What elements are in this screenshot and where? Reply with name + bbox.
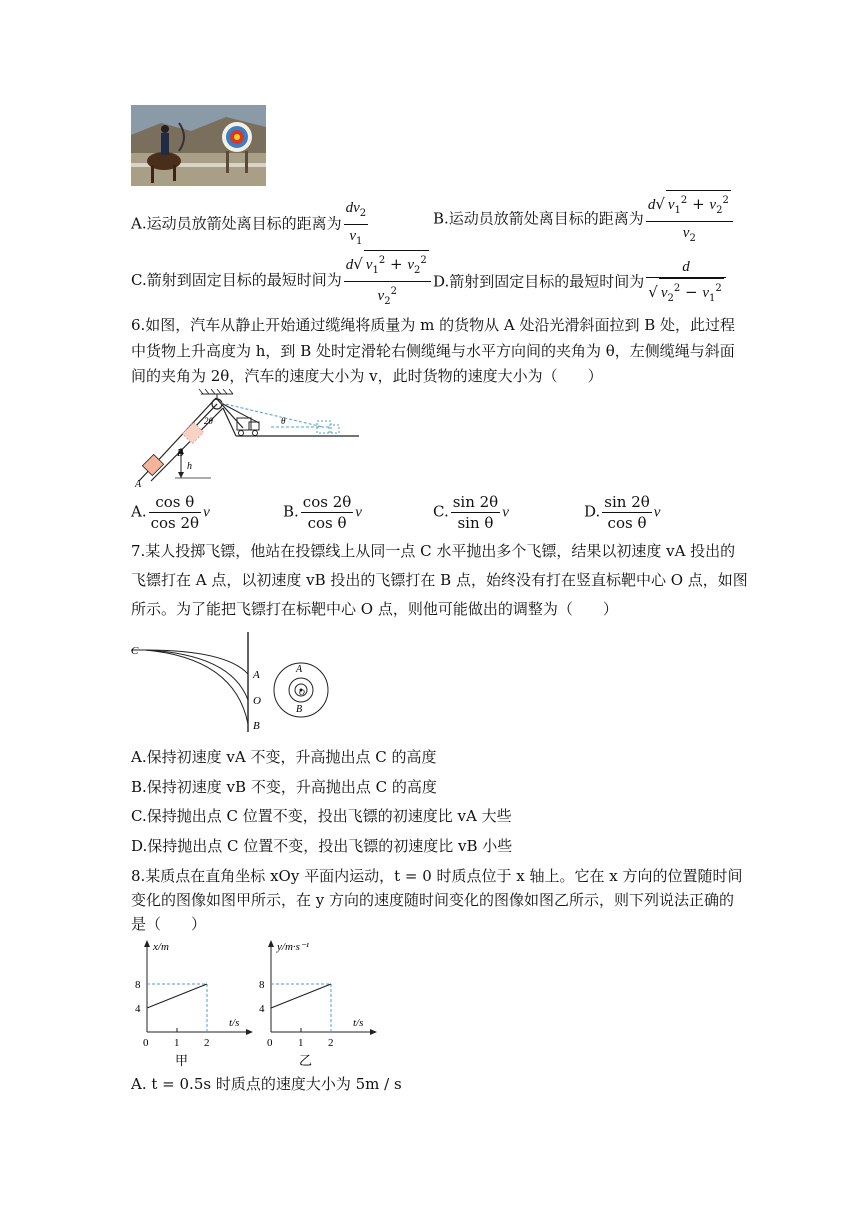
q7-text-line2: 飞镖打在 A 点，以初速度 vB 投出的飞镖打在 B 点，始终没有打在竖直标靶中心 O 点，如图 xyxy=(131,571,748,589)
dartboard-figure xyxy=(268,652,338,724)
chart-yi-xlabel: t/s xyxy=(353,1017,364,1029)
chart-yi-ylabel: y/m·s⁻¹ xyxy=(277,941,310,953)
q7-text-line3: 所示。为了能把飞镖打在标靶中心 O 点，则他可能做出的调整为（ ） xyxy=(131,600,618,618)
fig7-label-b: B xyxy=(253,720,260,732)
chart-jia-caption: 甲 xyxy=(175,1053,189,1068)
fig7-label-o: O xyxy=(253,695,261,707)
fig7-label-a: A xyxy=(253,669,260,681)
q5-option-b: B.运动员放箭处离目标的距离为 $\frac{d√ v_1^2 + v_2^2}{v_2}$ xyxy=(433,190,735,249)
board-label-o: O xyxy=(299,688,305,697)
chart-yi-xtick-1: 1 xyxy=(298,1037,304,1049)
q5-option-d: D.箭射到固定目标的最短时间为 $\frac{d}{√ v_2^2 - v_1^2}$ xyxy=(433,256,728,309)
chart-jia-series-line xyxy=(147,984,207,1008)
fig6-label-2theta: 2θ xyxy=(204,416,213,426)
q5-option-a: A.运动员放箭处离目标的距离为 $\frac{dv_2}{v_1}$ xyxy=(131,197,370,252)
q7-text-line1: 7.某人投掷飞镖，他站在投镖线上从同一点 C 水平抛出多个飞镖，结果以初速度 vA 投出的 xyxy=(131,542,736,560)
chart-yi-ytick-8: 8 xyxy=(259,979,265,991)
q7-option-b: B.保持初速度 vB 不变，升高抛出点 C 的高度 xyxy=(131,778,437,796)
board-label-a: A xyxy=(296,664,303,675)
archer-photo xyxy=(131,105,266,186)
q8-option-a: A. t = 0.5s 时质点的速度大小为 5m / s xyxy=(131,1075,402,1093)
chart-jia-xlabel: t/s xyxy=(229,1017,240,1029)
chart-jia-xtick-1: 1 xyxy=(174,1037,180,1049)
q7-option-d: D.保持抛出点 C 位置不变，投出飞镖的初速度比 vB 小些 xyxy=(131,837,513,855)
chart-jia-ytick-8: 8 xyxy=(135,979,141,991)
q6-text-line1: 6.如图，汽车从静止开始通过缆绳将质量为 m 的货物从 A 处沿光滑斜面拉到 B 处，此过程 xyxy=(131,316,736,334)
fig6-label-a: A xyxy=(135,479,142,488)
q8-text-line1: 8.某质点在直角坐标 xOy 平面内运动，t = 0 时质点位于 x 轴上。它在 x 方向的位置随时间 xyxy=(131,867,743,885)
chart-yi-xtick-2: 2 xyxy=(328,1037,334,1049)
fig6-label-h: h xyxy=(187,461,192,472)
pulley-incline-figure xyxy=(131,388,361,488)
q6-option-c: C. $\frac{\sin 2\theta}{\text{sin θ}}$ v xyxy=(433,493,509,532)
chart-yi-caption: 乙 xyxy=(299,1053,313,1068)
q7-option-a: A.保持初速度 vA 不变，升高抛出点 C 的高度 xyxy=(131,748,437,766)
q6-option-a: A. $\frac{\text{cos θ}}{\cos 2\theta}$ v xyxy=(131,493,210,532)
fig7-label-c: C xyxy=(131,645,139,657)
chart-jia xyxy=(131,938,261,1068)
q5-option-c: C.箭射到固定目标的最短时间为 $\frac{d√ v_1^2 + v_2^2}{v_2^2}$ xyxy=(131,250,433,312)
q7-option-c: C.保持抛出点 C 位置不变，投出飞镖的初速度比 vA 大些 xyxy=(131,807,512,825)
chart-yi-xtick-0: 0 xyxy=(267,1037,273,1049)
chart-yi-ytick-4: 4 xyxy=(259,1003,265,1015)
board-label-b: B xyxy=(296,704,303,715)
fig6-label-theta: θ xyxy=(281,416,286,426)
q8-text-line3: 是（ ） xyxy=(131,915,207,933)
q6-option-b: B. $\frac{\cos 2\theta}{\text{cos θ}}$ v xyxy=(283,493,362,532)
q8-text-line2: 变化的图像如图甲所示，在 y 方向的速度随时间变化的图像如图乙所示，则下列说法正确的 xyxy=(131,891,735,909)
chart-yi xyxy=(255,938,385,1068)
q6-option-d: D. $\frac{\sin 2\theta}{\text{cos θ}}$ v xyxy=(584,493,661,532)
q6-text-line2: 中货物上升高度为 h，到 B 处时定滑轮右侧缆绳与水平方向间的夹角为 θ，左侧缆绳与斜面 xyxy=(131,342,735,360)
chart-jia-ytick-4: 4 xyxy=(135,1003,141,1015)
chart-jia-ylabel: x/m xyxy=(153,941,169,953)
q6-text-line3: 间的夹角为 2θ，汽车的速度大小为 v，此时货物的速度大小为（ ） xyxy=(131,367,603,385)
chart-jia-xtick-2: 2 xyxy=(204,1037,210,1049)
fig6-label-b: B xyxy=(177,448,184,459)
chart-yi-series-line xyxy=(271,984,331,1008)
chart-jia-xtick-0: 0 xyxy=(143,1037,149,1049)
